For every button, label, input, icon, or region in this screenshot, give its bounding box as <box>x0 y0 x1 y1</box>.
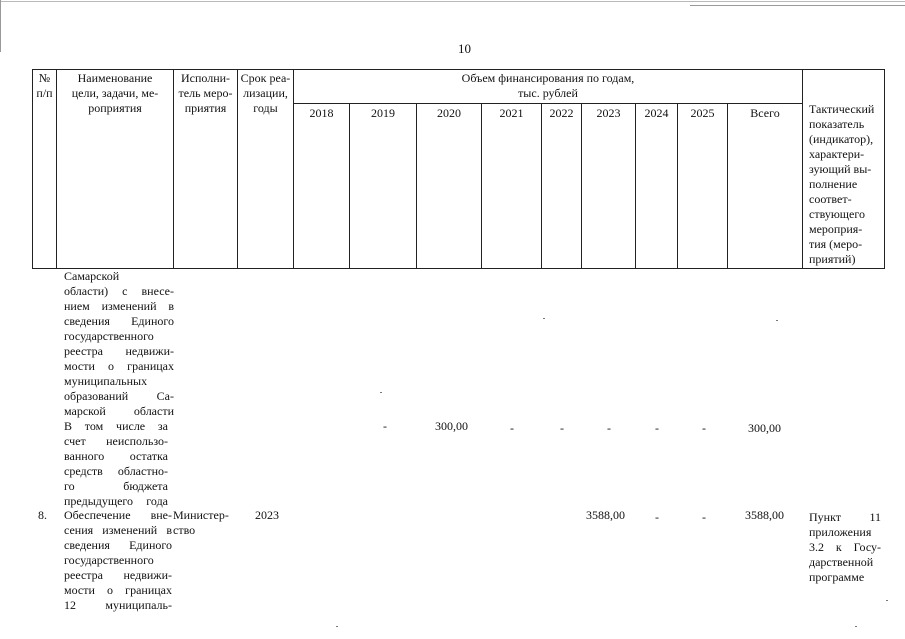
sub-item-2023: - <box>607 421 611 435</box>
header-total: Всего <box>728 104 803 269</box>
header-executor: Исполни- тель меро- приятия <box>174 70 238 269</box>
header-term: Срок реа- лизации, годы <box>238 70 294 269</box>
header-funding: Объем финансирования по годам, тыс. рублей <box>294 70 803 104</box>
funding-table-header <box>32 69 885 269</box>
sub-item-2025: - <box>702 421 706 435</box>
scan-speck <box>336 626 338 627</box>
item8-2025: - <box>702 510 706 524</box>
page-number: 10 <box>458 41 471 56</box>
header-year-2018: 2018 <box>294 104 350 269</box>
sub-item-2021: - <box>510 421 514 435</box>
header-year-2022: 2022 <box>542 104 582 269</box>
header-year-2025: 2025 <box>678 104 728 269</box>
header-number: № п/п <box>33 70 57 269</box>
header-year-2023: 2023 <box>582 104 636 269</box>
header-year-2021: 2021 <box>482 104 542 269</box>
sub-item-total: 300,00 <box>748 421 781 435</box>
scan-speck <box>886 600 888 601</box>
header-name: Наименование цели, задачи, ме- роприятия <box>57 70 174 269</box>
scan-speck <box>776 320 778 321</box>
scan-edge-left <box>0 0 1 52</box>
item8-term: 2023 <box>255 508 279 522</box>
item8-2024: - <box>655 510 659 524</box>
header-year-2019: 2019 <box>350 104 417 269</box>
scan-speck <box>855 626 857 627</box>
item8-number: 8. <box>38 508 47 522</box>
header-indicator: Тактический показатель (индикатор), характери- зующий вы- полнение соответ- ствующего мероприя- тия (меро- приятий) <box>803 70 885 269</box>
sub-item-2024: - <box>655 421 659 435</box>
item8-total: 3588,00 <box>745 508 784 522</box>
scan-edge-top-right <box>690 5 905 6</box>
sub-item-2022: - <box>560 421 564 435</box>
header-year-2024: 2024 <box>636 104 678 269</box>
sub-item-2020: 300,00 <box>435 419 468 433</box>
item8-2023: 3588,00 <box>586 508 625 522</box>
header-year-2020: 2020 <box>417 104 482 269</box>
scan-edge-top <box>0 1 905 2</box>
scan-speck <box>380 392 382 393</box>
sub-item-2019: - <box>383 419 387 433</box>
scan-speck <box>543 318 545 319</box>
